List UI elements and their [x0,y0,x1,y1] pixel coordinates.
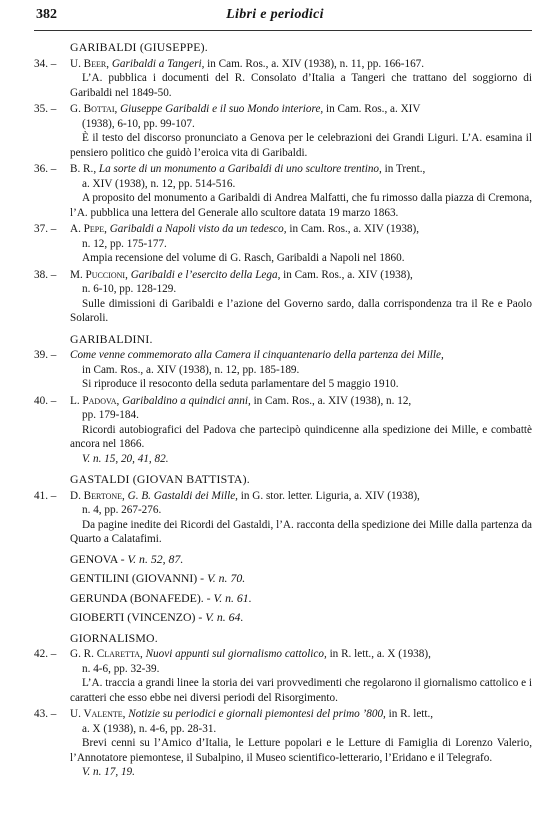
header-rule [34,30,532,31]
section-heading: GIORNALISMO. [70,630,158,645]
entry-number: 40. – [34,394,57,407]
bib-entry [34,394,532,467]
entry-title: Notizie su periodici e giornali piemontesi del primo ’800, [128,708,386,720]
entry-source: in Trent., [384,163,426,175]
entry-citation [70,489,532,518]
xref-name: GERUNDA (BONAFEDE). [70,590,204,605]
bib-entry [34,348,532,392]
entry-description: È il testo del discorso pronunciato a Genova per le celebrazioni dei Grandi Liguri. L’A. esamina il pensiero politico che guidò l’eroica vita di Garibaldi. [70,132,532,159]
entry-source-cont: n. 4, pp. 267-276. [82,504,162,516]
entry-source: in Cam. Ros., a. XIV (1938), [289,223,420,235]
entry-title: La sorte di un monumento a Garibaldi di uno scultore trentino, [98,163,382,175]
entry-source: in Cam. Ros., a. XIV [326,103,421,115]
bib-entry [34,162,532,220]
entry-number: 43. – [34,708,57,720]
entry-description: L’A. traccia a grandi linee la storia dei vari provvedimenti che regolarono il giornalismo cattolico e i caratteri che esso ebbe nei diversi periodi del Risorgimento. [70,677,532,704]
entry-author: U. Valente, [70,708,126,720]
entry-citation [70,394,532,423]
entry-number: 37. – [34,223,57,235]
entry-citation [70,647,532,676]
bib-entry [34,707,532,780]
cross-reference-line: GIOBERTI (VINCENZO) - V. n. 64. [70,610,244,624]
xref-target: V. n. 70. [207,571,246,585]
entry-description: Brevi cenni su l’Amico d’Italia, le Letture popolari e le Letture di Famiglia di Lorenzo Valerio, l’Annotatore piemontese, il Subalpino, il Museo scientifico-letterario, l’Eridano e il Telegrafo. [70,737,532,764]
xref-name: GENTILINI (GIOVANNI) [70,571,198,585]
entry-number: 38. – [34,268,57,281]
entry-source: in Cam. Ros., a. XIV (1938), n. 11, pp. 166-167. [207,57,425,70]
entry-title: Garibaldino a quindici anni, [122,394,251,407]
entry-source-cont: n. 12, pp. 175-177. [82,237,167,250]
entry-title: Nuovi appunti sul giornalismo cattolico, [145,648,327,660]
entry-description: L’A. pubblica i documenti del R. Consolato d’Italia a Tangeri che trattano del soggiorno di Garibaldi nel 1849-50. [70,72,532,99]
entry-source-cont: a. X (1938), n. 4-6, pp. 28-31. [82,722,217,735]
entry-source: in G. stor. letter. Liguria, a. XIV (1938), [240,489,420,502]
entry-number: 35. – [34,103,57,115]
entry-citation [70,268,532,297]
bib-entry [34,57,532,101]
entry-source: in Cam. Ros., a. XIV (1938), n. 12, [253,394,412,407]
entry-author: M. Puccioni, [70,268,128,281]
bibliography-list [34,40,532,780]
entry-title: Garibaldi a Napoli visto da un tedesco, [109,223,287,235]
entry-description: A proposito del monumento a Garibaldi di Andrea Malfatti, che fu rimosso dalla piazza di Cremona, l’A. pubblica una lettera del Generale allo scultore datata 19 marzo 1863. [70,192,532,219]
entry-author: A. Pepe, [70,223,107,235]
entry-source-cont: n. 4-6, pp. 32-39. [82,662,160,675]
entry-source: in Cam. Ros., a. XIV (1938), [283,268,413,281]
entry-number: 39. – [34,349,57,361]
section-heading: GARIBALDI (GIUSEPPE). [70,40,208,54]
cross-reference-line: GENOVA - V. n. 52, 87. [70,551,184,566]
section-heading: GASTALDI (GIOVAN BATTISTA). [70,472,250,486]
entry-citation [70,102,532,131]
entry-citation [70,348,532,377]
entry-title: Garibaldi a Tangeri, [111,57,205,70]
entry-citation [70,162,532,191]
xref-name: GENOVA [70,551,118,566]
running-title: Libri e periodici [226,7,324,22]
entry-source: in R. lett., [388,708,434,720]
page-number: 382 [36,7,57,22]
xref-target: V. n. 64. [205,610,244,624]
entry-source-cont: (1938), 6-10, pp. 99-107. [82,117,195,130]
entry-citation [70,707,532,736]
entry-number: 41. – [34,489,57,502]
bib-entry [34,222,532,266]
entry-description: Da pagine inedite dei Ricordi del Gastaldi, l’A. racconta della spedizione dei Mille dalla partenza da Quarto a Calatafimi. [70,518,532,545]
entry-citation [70,57,532,72]
entry-source-cont: n. 6-10, pp. 128-129. [82,283,177,295]
entry-description: Si riproduce il resoconto della seduta parlamentare del 5 maggio 1910. [82,378,399,390]
entry-title: Giuseppe Garibaldi e il suo Mondo interiore, [120,103,324,115]
entry-description: Ampia recensione del volume di G. Rasch, Garibaldi a Napoli nel 1860. [82,252,405,264]
entry-number: 42. – [34,648,57,660]
bib-entry [34,489,532,547]
xref-target: V. n. 61. [213,590,252,605]
entry-source: in R. lett., a. X (1938), [329,648,431,660]
entry-author: L. Padova, [70,394,120,407]
entry-cross-reference: V. n. 15, 20, 41, 82. [82,452,169,465]
bib-entry [34,647,532,705]
xref-target: V. n. 52, 87. [127,551,184,566]
xref-name: GIOBERTI (VINCENZO) [70,610,196,624]
entry-description: Ricordi autobiografici del Padova che partecipò quindicenne alla spedizione dei Mille, e combattè ancora nel 1866. [70,423,532,450]
cross-reference-line: GERUNDA (BONAFEDE). - V. n. 61. [70,590,252,605]
entry-number: 34. – [34,57,57,70]
entry-author: D. Bertone, [70,489,125,502]
entry-title: G. B. Gastaldi dei Mille, [127,489,238,502]
entry-number: 36. – [34,163,57,175]
entry-author: U. Beer, [70,57,110,70]
running-header [22,8,528,26]
bib-entry [34,102,532,160]
entry-cross-reference: V. n. 17, 19. [82,766,135,778]
entry-description: Sulle dimissioni di Garibaldi e l’azione del Governo sardo, dalla corrispondenza tra il Re e Paolo Solaroli. [70,297,532,324]
entry-title: Garibaldi e l’esercito della Lega, [130,268,281,281]
entry-author: G. R. Claretta, [70,648,143,660]
entry-source-cont: pp. 179-184. [82,409,139,421]
entry-source-cont: a. XIV (1938), n. 12, pp. 514-516. [82,177,236,190]
cross-reference-line: GENTILINI (GIOVANNI) - V. n. 70. [70,571,246,585]
entry-author: B. R., [70,163,97,175]
entry-author: G. Bottai, [70,103,118,115]
bib-entry [34,268,532,326]
entry-citation [70,222,532,251]
entry-title: Come venne commemorato alla Camera il cinquantenario della partenza dei Mille, [70,349,444,361]
entry-source-cont: in Cam. Ros., a. XIV (1938), n. 12, pp. 185-189. [82,363,300,376]
section-heading: GARIBALDINI. [70,331,153,346]
